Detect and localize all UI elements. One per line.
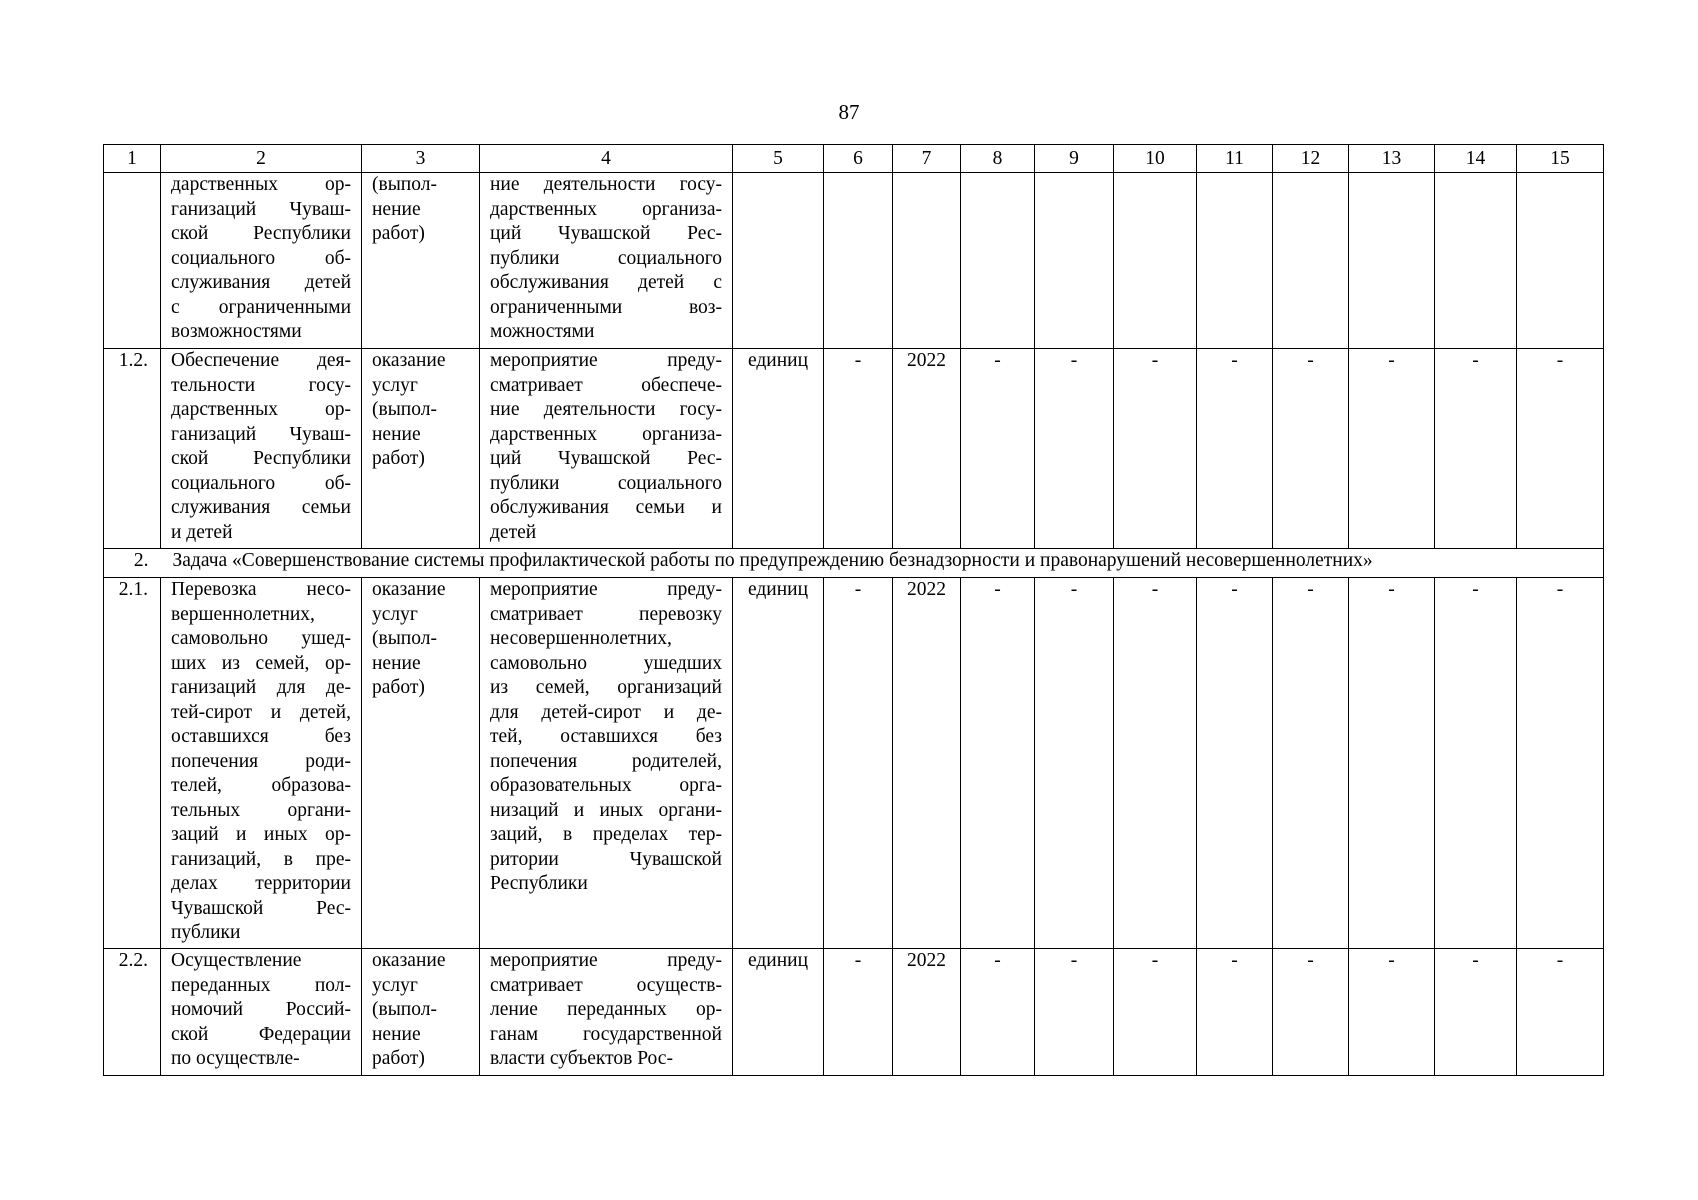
measure-type-cell [362,349,480,549]
text-line: попечения родителей, [490,750,722,772]
text-line: тельности госу- [171,374,351,396]
row-number-cell: 1.2. [104,349,161,549]
row-number-cell: 2.2. [104,949,161,1076]
text-line: публики социального [490,247,722,269]
measure-type-cell [362,949,480,1076]
text-line: Перевозка несо- [171,579,351,600]
measures-table [103,144,1604,1076]
text-line: можностями [490,321,595,342]
text-line: ганам государственной [490,1023,722,1045]
header-cell: 1 [104,145,161,173]
text-line: ограниченными воз- [490,296,722,318]
value-cell: - [1349,578,1435,949]
value-cell: - [1035,949,1114,1076]
table-cell [733,173,824,349]
text-line: заций и иных ор- [171,824,351,845]
header-cell: 4 [480,145,733,173]
text-line: (выпол- [372,174,437,195]
value-cell: - [1273,578,1349,949]
header-cell: 6 [824,145,893,173]
measure-name-cell [161,949,362,1076]
text-line: самовольно ушедших [490,652,722,674]
text-line: услуг [372,374,418,396]
text-line: ций Чувашской Рес- [490,223,722,244]
text-line: сматривает перевозку [490,603,722,625]
text-line: ганизаций для де- [171,677,351,698]
text-line: работ) [372,677,425,698]
text-line: Республики [490,873,588,894]
text-line: (выпол- [372,999,437,1020]
table-cell [1035,173,1114,349]
table-cell [824,173,893,349]
value-cell: - [1197,578,1273,949]
header-cell: 13 [1349,145,1435,173]
header-cell: 2 [161,145,362,173]
table-cell [1114,173,1197,349]
table-cell [961,173,1035,349]
text-line: попечения роди- [171,750,351,772]
text-line: ление переданных ор- [490,999,722,1020]
value-cell: - [1349,349,1435,549]
text-line: для детей-сирот и де- [490,701,722,723]
text-line: возможностями [171,321,302,342]
text-line: и детей [171,521,233,543]
text-line: оказание [372,350,446,371]
text-line: нение [372,652,421,674]
text-line: номочий Россий- [171,999,351,1020]
table-row [104,949,1604,1076]
header-cell: 11 [1197,145,1273,173]
text-line: ской Республики [171,223,351,244]
text-line: ганизаций Чуваш- [171,423,351,445]
text-line: нение [372,423,421,445]
header-cell: 7 [893,145,961,173]
text-line: оставшихся без [171,726,351,747]
text-line: ской Федерации [171,1023,351,1045]
text-line: нение [372,1023,421,1045]
unit-cell: единиц [733,349,824,549]
task-number-cell: 2. [104,549,161,578]
text-line: дарственных ор- [171,399,351,420]
value-cell: - [1349,949,1435,1076]
text-line: детей [490,521,537,543]
table-row [104,349,1604,549]
text-line: низаций и иных органи- [490,799,722,821]
value-cell: - [1517,349,1604,549]
measure-description-cell [480,949,733,1076]
text-line: мероприятие преду- [490,350,722,371]
task-row [104,549,1604,578]
text-line: заций, в пределах тер- [490,824,722,845]
unit-cell: единиц [733,578,824,949]
text-line: Осуществление [171,950,302,971]
text-line: дарственных ор- [171,174,351,195]
text-line: тей, оставшихся без [490,726,722,747]
text-line: публики социального [490,472,722,494]
header-row [104,145,1604,173]
value-cell: - [1114,349,1197,549]
text-line: оказание [372,579,446,600]
text-line: ние деятельности госу- [490,174,722,195]
text-line: переданных пол- [171,974,351,996]
text-line: по осуществле- [171,1048,300,1069]
header-cell: 10 [1114,145,1197,173]
text-line: работ) [372,448,425,469]
page-number: 87 [838,100,860,124]
text-line: оказание [372,950,446,971]
text-line: социального об- [171,247,351,269]
value-cell: - [1114,949,1197,1076]
value-cell: - [961,578,1035,949]
text-line: ской Республики [171,448,351,469]
text-line: ганизаций, в пре- [171,848,351,870]
text-line: работ) [372,223,425,244]
text-line: обслуживания детей с [490,272,722,293]
text-line: ших из семей, ор- [171,652,351,674]
year-cell: 2022 [893,949,961,1076]
table-row-continuation [104,173,1604,349]
header-cell: 15 [1517,145,1604,173]
text-line: тей-сирот и детей, [171,701,351,723]
text-line: обслуживания семьи и [490,497,722,518]
table-row [104,578,1604,949]
value-cell: - [824,949,893,1076]
table-cell [1349,173,1435,349]
measure-description-cell [480,349,733,549]
text-line: телей, образова- [171,775,351,796]
measure-description-cell [480,578,733,949]
measure-name-cell [161,349,362,549]
value-cell: - [1197,349,1273,549]
measure-name-cell [161,173,362,349]
text-line: делах территории [171,873,351,894]
value-cell: - [1035,349,1114,549]
header-cell: 5 [733,145,824,173]
text-line: ние деятельности госу- [490,399,722,420]
text-line: Чувашской Рес- [171,897,351,919]
text-line: (выпол- [372,399,437,420]
text-line: сматривает осуществ- [490,974,722,996]
text-line: ритории Чувашской [490,848,722,870]
value-cell: - [824,349,893,549]
text-line: публики [171,922,241,943]
year-cell: 2022 [893,578,961,949]
value-cell: - [1517,578,1604,949]
year-cell: 2022 [893,349,961,549]
measure-type-cell [362,173,480,349]
text-line: социального об- [171,472,351,494]
text-line: ганизаций Чуваш- [171,198,351,220]
text-line: дарственных организа- [490,423,722,445]
text-line: дарственных организа- [490,198,722,220]
value-cell: - [1114,578,1197,949]
text-line: служивания детей [171,272,351,293]
value-cell: - [1435,349,1517,549]
table-cell [1435,173,1517,349]
table-cell [1517,173,1604,349]
text-line: несовершеннолетних, [490,628,672,649]
text-line: услуг [372,603,418,625]
text-line: ций Чувашской Рес- [490,448,722,469]
row-number-cell: 2.1. [104,578,161,949]
text-line: мероприятие преду- [490,950,722,971]
text-line: сматривает обеспече- [490,374,722,396]
text-line: власти субъектов Рос- [490,1048,673,1069]
table-cell [893,173,961,349]
value-cell: - [1197,949,1273,1076]
header-cell: 3 [362,145,480,173]
header-cell: 14 [1435,145,1517,173]
text-line: нение [372,198,421,220]
unit-cell: единиц [733,949,824,1076]
text-line: тельных органи- [171,799,351,821]
header-cell: 8 [961,145,1035,173]
value-cell: - [1435,578,1517,949]
value-cell: - [824,578,893,949]
text-line: служивания семьи [171,497,351,518]
header-cell: 9 [1035,145,1114,173]
header-cell: 12 [1273,145,1349,173]
text-line: из семей, организаций [490,677,722,698]
task-title: Задача «Совершенствование системы профилактической работы по предупреждению безнадзорности и правонарушений несовершеннолетних» [161,549,1604,578]
text-line: (выпол- [372,628,437,649]
value-cell: - [1273,349,1349,549]
text-line: услуг [372,974,418,996]
text-line: Обеспечение дея- [171,350,351,371]
value-cell: - [961,949,1035,1076]
value-cell: - [1517,949,1604,1076]
text-line: самовольно ушед- [171,628,351,649]
value-cell: - [1273,949,1349,1076]
value-cell: - [961,349,1035,549]
value-cell: - [1035,578,1114,949]
text-line: вершеннолетних, [171,603,315,625]
value-cell: - [1435,949,1517,1076]
measure-name-cell [161,578,362,949]
table-cell [1197,173,1273,349]
table-cell [1273,173,1349,349]
text-line: мероприятие преду- [490,579,722,600]
text-line: с ограниченными [171,296,351,318]
measure-description-cell [480,173,733,349]
text-line: работ) [372,1048,425,1069]
row-number-cell [104,173,161,349]
text-line: образовательных орга- [490,775,722,796]
measure-type-cell [362,578,480,949]
